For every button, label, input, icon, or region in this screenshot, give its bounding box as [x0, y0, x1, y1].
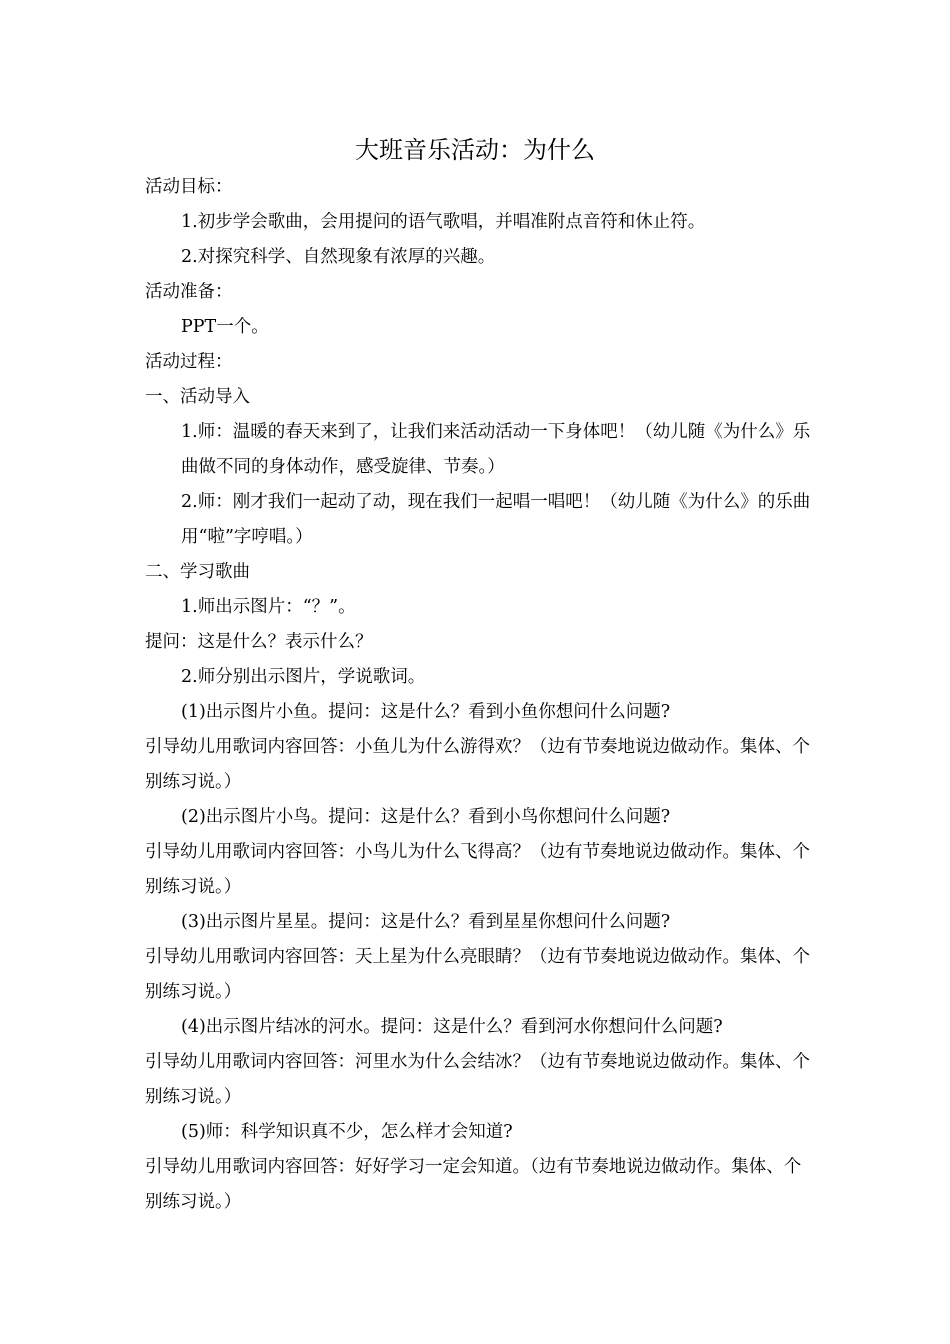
- paragraph: (1)出示图片小鱼。提问：这是什么？看到小鱼你想问什么问题?: [181, 702, 671, 722]
- paragraph: 引导幼儿用歌词内容回答：天上星为什么亮眼睛？（边有节奏地说边做动作。集体、个别练习说。）: [145, 947, 810, 1002]
- paragraph: (2)出示图片小鸟。提问：这是什么？看到小鸟你想问什么问题?: [181, 807, 671, 827]
- paragraph: (3)出示图片星星。提问：这是什么？看到星星你想问什么问题?: [181, 912, 671, 932]
- document-title: 大班音乐活动：为什么: [355, 136, 595, 164]
- paragraph: (5)师：科学知识真不少，怎么样才会知道?: [181, 1122, 513, 1142]
- document-body: [145, 170, 813, 1220]
- paragraph: 一、活动导入: [145, 387, 250, 407]
- paragraph: 活动目标：: [145, 177, 233, 197]
- paragraph: 2.师：刚才我们一起动了动，现在我们一起唱一唱吧！（幼儿随《为什么》的乐曲用“啦”字哼唱。）: [181, 492, 811, 547]
- paragraph: 二、学习歌曲: [145, 562, 250, 582]
- paragraph: 引导幼儿用歌词内容回答：小鱼儿为什么游得欢？（边有节奏地说边做动作。集体、个别练习说。）: [145, 737, 810, 792]
- paragraph: 2.师分别出示图片，学说歌词。: [181, 667, 426, 687]
- paragraph: 引导幼儿用歌词内容回答：好好学习一定会知道。（边有节奏地说边做动作。集体、个别练习说。）: [145, 1157, 802, 1212]
- paragraph: 1.师：温暖的春天来到了，让我们来活动活动一下身体吧！（幼儿随《为什么》乐曲做不同的身体动作，感受旋律、节奏。）: [181, 422, 811, 477]
- paragraph: PPT一个。: [181, 317, 269, 337]
- paragraph: 引导幼儿用歌词内容回答：河里水为什么会结冰？（边有节奏地说边做动作。集体、个别练习说。）: [145, 1052, 810, 1107]
- paragraph: 活动过程：: [145, 352, 233, 372]
- paragraph: 1.初步学会歌曲，会用提问的语气歌唱，并唱准附点音符和休止符。: [181, 212, 706, 232]
- paragraph: 1.师出示图片：“？”。: [181, 597, 356, 617]
- paragraph: 2.对探究科学、自然现象有浓厚的兴趣。: [181, 247, 496, 267]
- paragraph: 提问：这是什么？表示什么？: [145, 632, 373, 652]
- paragraph: (4)出示图片结冰的河水。提问：这是什么？看到河水你想问什么问题?: [181, 1017, 723, 1037]
- paragraph: 活动准备：: [145, 282, 233, 302]
- paragraph: 引导幼儿用歌词内容回答：小鸟儿为什么飞得高？（边有节奏地说边做动作。集体、个别练习说。）: [145, 842, 810, 897]
